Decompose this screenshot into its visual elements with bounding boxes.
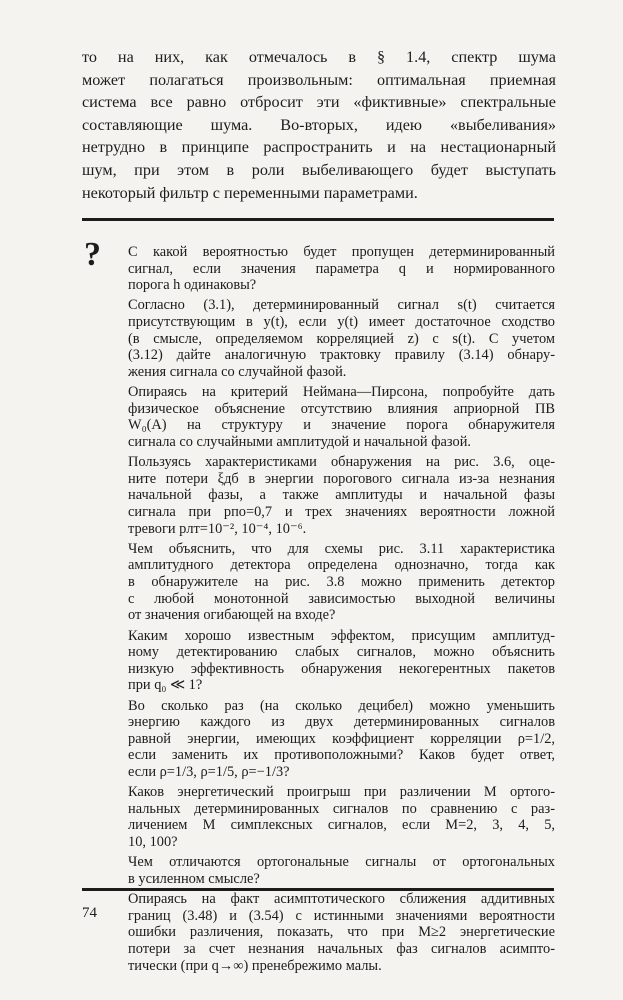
question-line: Каков энергетический проигрыш при различении M ортого- xyxy=(128,784,555,801)
question-line: тически (при q→∞) пренебрежимо малы. xyxy=(128,957,382,974)
question-line: тревоги pлт=10⁻², 10⁻⁴, 10⁻⁶. xyxy=(128,520,307,537)
bottom-divider xyxy=(82,888,554,891)
question-line: при q₀ ≪ 1? xyxy=(128,677,203,694)
intro-line: система все равно отбросит эти «фиктивные» спектральные xyxy=(82,93,556,112)
intro-line: составляющие шума. Во-вторых, идею «выбеливания» xyxy=(82,115,556,134)
question-line: физическое объяснение отсутствию влияния априорной ПВ xyxy=(128,400,555,417)
question-line: нальных детерминированных сигналов по сравнению с раз- xyxy=(128,800,555,817)
question-line: Каким хорошо известным эффектом, присущим амплитуд- xyxy=(128,627,555,644)
question-line: присутствующим в y(t), если y(t) имеет достаточное сходство xyxy=(128,314,555,331)
question-line: энергию каждого из двух детерминированных сигналов xyxy=(128,714,555,731)
question-line: амплитудного детектора определена однозначно, тогда как xyxy=(128,557,555,574)
question-line: Чем отличаются ортогональные сигналы от ортогональных xyxy=(128,854,555,871)
question-item xyxy=(128,384,555,450)
question-line: W₀(A) на структуру и значение порога обнаружителя xyxy=(128,417,555,434)
intro-line: шум, при этом в роли выбеливающего будет выступать xyxy=(82,160,556,179)
question-line: Согласно (3.1), детерминированный сигнал s(t) считается xyxy=(128,297,555,314)
question-line: Во сколько раз (на сколько децибел) можно уменьшить xyxy=(128,697,555,714)
question-line: (3.12) дайте аналогичную трактовку правилу (3.14) обнару- xyxy=(128,347,555,364)
question-line: начальной фазы, а также амплитуды и начальной фазы xyxy=(128,487,555,504)
question-line: если ρ=1/3, ρ=1/5, ρ=−1/3? xyxy=(128,763,290,780)
question-line: от значения огибающей на входе? xyxy=(128,607,336,624)
question-line: (в смысле, определяемом корреляцией z) с s(t). С учетом xyxy=(128,330,555,347)
question-line: ному детектированию слабых сигналов, можно объяснить xyxy=(128,644,555,661)
intro-line: то на них, как отмечалось в § 1.4, спектр шума xyxy=(82,48,556,66)
question-line: Пользуясь характеристиками обнаружения на рис. 3.6, оце- xyxy=(128,454,555,471)
question-line: Чем объяснить, что для схемы рис. 3.11 характеристика xyxy=(128,540,555,557)
intro-line: может полагаться произвольным: оптимальная приемная xyxy=(82,70,556,89)
question-line: сигнал, если значения параметра q и нормированного xyxy=(128,260,555,277)
question-line: порога h одинаковы? xyxy=(128,277,257,294)
question-line: если заменить их противоположными? Каков будет ответ, xyxy=(128,747,555,764)
review-questions xyxy=(128,244,555,978)
question-line: Опираясь на факт асимптотического сближения аддитивных xyxy=(128,891,555,908)
question-line: личением M симплексных сигналов, если M=2, 3, 4, 5, xyxy=(128,817,555,834)
intro-line: нетрудно в принципе распространить и на нестационарный xyxy=(82,138,556,157)
intro-paragraph xyxy=(82,46,556,204)
question-line: жения сигнала со случайной фазой. xyxy=(128,363,347,380)
question-line: в усиленном смысле? xyxy=(128,870,260,887)
question-line: ошибки различения, показать, что при M≥2 энергетические xyxy=(128,924,555,941)
question-item xyxy=(128,698,555,781)
question-line: ните потери ξдб в энергии порогового сигнала из-за незнания xyxy=(128,470,555,487)
question-line: сигнала со случайными амплитудой и начальной фазой. xyxy=(128,433,472,450)
page-number: 74 xyxy=(82,905,97,921)
question-item xyxy=(128,628,555,694)
question-line: равной энергии, имеющих коэффициент корреляции ρ=1/2, xyxy=(128,730,555,747)
intro-line: некоторый фильтр с переменными параметрами. xyxy=(82,183,418,202)
question-item xyxy=(128,541,555,624)
question-line: границ (3.48) и (3.54) с истинными значениями вероятности xyxy=(128,907,555,924)
question-item xyxy=(128,891,555,974)
question-line: сигнала при pпо=0,7 и трех значениях вероятности ложной xyxy=(128,503,555,520)
question-mark-icon: ? xyxy=(84,236,101,273)
question-line: потери за счет незнания начальных фаз сигналов асимпто- xyxy=(128,940,555,957)
question-line: Опираясь на критерий Неймана—Пирсона, попробуйте дать xyxy=(128,384,555,401)
question-line: 10, 100? xyxy=(128,834,178,850)
question-item xyxy=(128,454,555,537)
question-item xyxy=(128,784,555,850)
question-line: в обнаружителе на рис. 3.8 можно применить детектор xyxy=(128,574,555,591)
question-item xyxy=(128,854,555,887)
question-line: низкую эффективность обнаружения некогерентных пакетов xyxy=(128,660,555,677)
top-divider xyxy=(82,218,554,221)
question-item xyxy=(128,244,555,294)
question-line: С какой вероятностью будет пропущен детерминированный xyxy=(128,244,555,260)
question-item xyxy=(128,297,555,380)
question-line: с любой монотонной зависимостью выходной величины xyxy=(128,590,555,607)
